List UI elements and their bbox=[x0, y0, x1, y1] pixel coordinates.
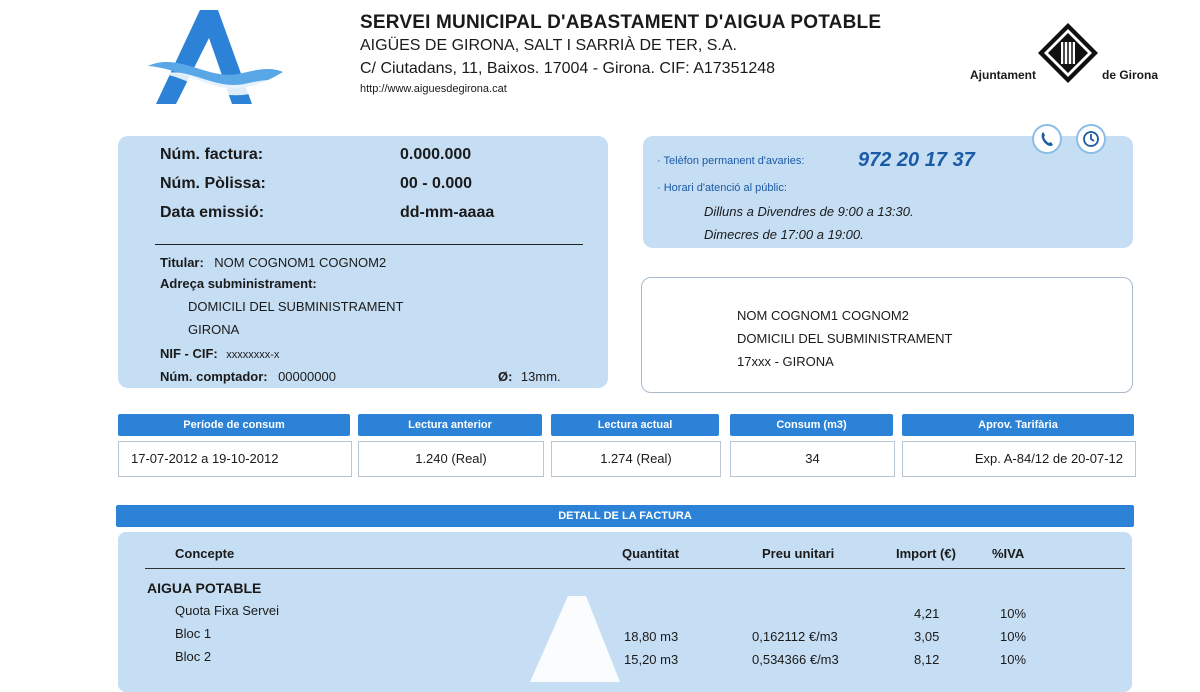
supply-address-line1: DOMICILI DEL SUBMINISTRAMENT bbox=[188, 299, 404, 314]
row-amount: 4,21 bbox=[914, 606, 940, 621]
seal-text-right: de Girona bbox=[1102, 68, 1159, 82]
issue-date-label: Data emissió: bbox=[160, 204, 265, 221]
supply-address-label: Adreça subministrament: bbox=[160, 276, 317, 291]
header-consumption-period: Període de consum bbox=[118, 414, 350, 436]
supply-address-line2: GIRONA bbox=[188, 322, 240, 337]
diameter-value: 13mm. bbox=[520, 369, 561, 384]
row-quantity: 18,80 m3 bbox=[624, 629, 679, 644]
meter-row bbox=[160, 368, 336, 386]
recipient-line2: DOMICILI DEL SUBMINISTRAMENT bbox=[737, 331, 953, 346]
cell-tariff-approval: Exp. A-84/12 de 20-07-12 bbox=[902, 441, 1136, 477]
watermark-logo-icon bbox=[520, 592, 630, 682]
nif-row bbox=[160, 345, 279, 363]
col-quantity: Quantitat bbox=[622, 546, 680, 561]
holder-row bbox=[160, 254, 386, 272]
col-vat: %IVA bbox=[992, 546, 1025, 561]
service-title: SERVEI MUNICIPAL D'ABASTAMENT D'AIGUA POTABLE bbox=[360, 12, 882, 33]
cell-current-reading: 1.274 (Real) bbox=[551, 441, 721, 477]
section-water: AIGUA POTABLE bbox=[147, 580, 262, 596]
header-current-reading: Lectura actual bbox=[551, 414, 719, 436]
issue-date-value: dd-mm-aaaa bbox=[400, 204, 495, 221]
ajuntament-seal-icon bbox=[1037, 22, 1099, 84]
col-concept: Concepte bbox=[175, 546, 235, 561]
hours-label: · Horari d'atenció al públic: bbox=[657, 182, 787, 194]
diameter-row bbox=[498, 368, 561, 386]
row-vat: 10% bbox=[1000, 652, 1027, 667]
seal-text-left: Ajuntament bbox=[970, 68, 1036, 82]
col-unit-price: Preu unitari bbox=[762, 546, 835, 561]
invoice-divider bbox=[155, 244, 583, 245]
row-vat: 10% bbox=[1000, 606, 1027, 621]
clock-icon bbox=[1076, 124, 1106, 154]
detail-header-rule bbox=[145, 568, 1125, 569]
phone-value: 972 20 17 37 bbox=[858, 149, 975, 171]
row-amount: 8,12 bbox=[914, 652, 940, 667]
policy-number-value: 00 - 0.000 bbox=[400, 175, 473, 192]
phone-icon bbox=[1032, 124, 1062, 154]
hours-line2: Dimecres de 17:00 a 19:00. bbox=[704, 227, 864, 242]
policy-number-label: Núm. Pòlissa: bbox=[160, 175, 266, 192]
cell-consumption-period: 17-07-2012 a 19-10-2012 bbox=[118, 441, 352, 477]
aigues-logo-icon bbox=[148, 8, 283, 108]
header-consumption-m3: Consum (m3) bbox=[730, 414, 893, 436]
company-address: C/ Ciutadans, 11, Baixos. 17004 - Girona. CIF: A17351248 bbox=[360, 60, 776, 77]
invoice-number-value: 0.000.000 bbox=[400, 146, 472, 163]
meter-value: 00000000 bbox=[278, 369, 336, 384]
diameter-label: Ø: bbox=[498, 369, 513, 384]
holder-label: Titular: bbox=[160, 255, 204, 270]
holder-value: NOM COGNOM1 COGNOM2 bbox=[214, 255, 387, 270]
cell-previous-reading: 1.240 (Real) bbox=[358, 441, 544, 477]
recipient-line3: 17xxx - GIRONA bbox=[737, 354, 834, 369]
nif-label: NIF - CIF: bbox=[160, 346, 218, 361]
row-concept: Bloc 2 bbox=[175, 649, 212, 664]
company-name: AIGÜES DE GIRONA, SALT I SARRIÀ DE TER, S.A. bbox=[360, 37, 737, 54]
row-unit-price: 0,162112 €/m3 bbox=[752, 629, 838, 644]
row-unit-price: 0,534366 €/m3 bbox=[752, 652, 839, 667]
col-amount: Import (€) bbox=[896, 546, 956, 561]
recipient-line1: NOM COGNOM1 COGNOM2 bbox=[737, 308, 909, 323]
detail-title-bar: DETALL DE LA FACTURA bbox=[116, 505, 1134, 527]
row-quantity: 15,20 m3 bbox=[624, 652, 679, 667]
meter-label: Núm. comptador: bbox=[160, 369, 268, 384]
cell-consumption-m3: 34 bbox=[730, 441, 895, 477]
row-vat: 10% bbox=[1000, 629, 1027, 644]
phone-label: · Telèfon permanent d'avaries: bbox=[657, 155, 805, 167]
hours-line1: Dilluns a Divendres de 9:00 a 13:30. bbox=[704, 204, 914, 219]
row-concept: Bloc 1 bbox=[175, 626, 212, 641]
row-concept: Quota Fixa Servei bbox=[175, 603, 280, 618]
invoice-number-label: Núm. factura: bbox=[160, 146, 264, 163]
nif-value: xxxxxxxx-x bbox=[226, 349, 280, 361]
header-tariff-approval: Aprov. Tarifària bbox=[902, 414, 1134, 436]
header-previous-reading: Lectura anterior bbox=[358, 414, 542, 436]
website-link[interactable]: http://www.aiguesdegirona.cat bbox=[360, 83, 507, 95]
row-amount: 3,05 bbox=[914, 629, 940, 644]
